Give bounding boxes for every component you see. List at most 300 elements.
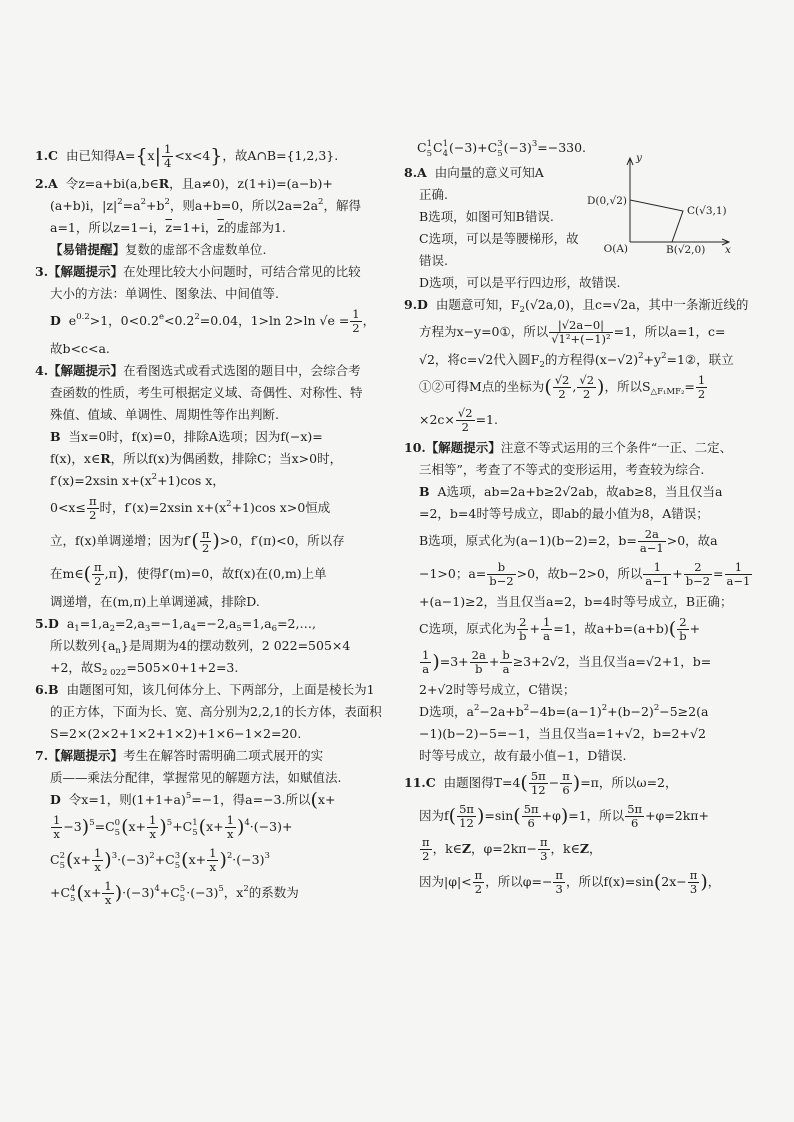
- fraction-denominator: 2: [558, 387, 566, 401]
- fraction-numerator: √2: [579, 373, 595, 387]
- fraction-denominator: 2: [352, 321, 360, 335]
- text-run: +C: [159, 885, 180, 900]
- fraction-numerator: π: [201, 527, 210, 541]
- large-bracket: (: [66, 849, 74, 871]
- large-bracket: ): [114, 882, 123, 904]
- bold-label: R: [158, 176, 170, 191]
- text-line: [404, 613, 780, 646]
- upper-index: 3: [174, 850, 181, 861]
- large-bracket: ): [432, 651, 440, 673]
- fraction-numerator: 2a: [638, 528, 666, 542]
- subscript: 2: [539, 360, 545, 370]
- text-run: =1,a: [79, 616, 110, 631]
- subscript: n: [115, 646, 121, 656]
- superscript: 2: [226, 499, 232, 509]
- large-bracket: (: [76, 882, 84, 904]
- upper-index: 5: [179, 883, 186, 894]
- text-line: [35, 767, 401, 789]
- text-run: =1,a: [241, 616, 272, 631]
- index-stack: [497, 139, 502, 159]
- text-run: 令z=a+bi(a,b∈: [57, 176, 159, 191]
- text-run: 的系数为: [248, 885, 299, 900]
- superscript: 2: [194, 312, 200, 322]
- overlined-symbol: $\overline{z}$: [217, 220, 224, 235]
- large-bracket: ): [597, 376, 605, 398]
- large-bracket: (: [668, 618, 677, 640]
- fraction-numerator: 1: [697, 373, 706, 387]
- text-run: B选项，原式化为(a−1)(b−2)=2，b=: [419, 533, 637, 548]
- text-run: 在处理比较大小问题时，可结合常见的比较: [123, 264, 361, 279]
- text-run: ，所以φ=−: [485, 874, 553, 889]
- text-run: (a+b)i，|z|: [50, 198, 118, 213]
- text-run: ·(−3): [232, 852, 265, 867]
- subscript: 2: [519, 305, 525, 315]
- fraction-numerator: π: [555, 868, 563, 882]
- text-run: 时，f′(x)=2xsin x+(x: [99, 500, 227, 515]
- text-run: 0<x≤: [50, 500, 86, 515]
- text-run: x+: [128, 819, 147, 834]
- text-run: =−330.: [537, 140, 587, 155]
- fraction-denominator: b: [679, 629, 687, 643]
- text-run: 由题图得T=4: [435, 775, 521, 790]
- text-run: ，: [588, 841, 602, 856]
- fraction: [420, 836, 432, 863]
- index-stack: [180, 884, 185, 904]
- text-run: ，且a≠0)，z(1+i)=(a−b)+: [169, 176, 333, 191]
- index-stack: [115, 818, 120, 838]
- text-run: +φ: [541, 808, 561, 823]
- text-line: [35, 811, 401, 844]
- text-run: −: [548, 775, 560, 790]
- text-line: [35, 492, 401, 525]
- fraction-numerator: 5π: [627, 802, 643, 816]
- fraction: [350, 308, 361, 335]
- text-line: [35, 701, 401, 723]
- fraction: [553, 869, 565, 896]
- fraction: [487, 561, 515, 588]
- text-run: C: [50, 852, 60, 867]
- text-run: =505×0+1+2=3.: [126, 660, 239, 675]
- bold-label: D: [50, 313, 61, 328]
- lower-index: 5: [426, 148, 432, 159]
- text-run: 令x=1，则(1+1+a): [60, 792, 186, 807]
- text-line: [35, 635, 401, 657]
- superscript: 4: [154, 884, 160, 894]
- large-bracket: ): [572, 772, 581, 794]
- text-run: 在看图选式或看式选图的题目中，会综合考: [123, 363, 361, 378]
- text-run: f′(x)=2xsin x+(x: [50, 473, 152, 488]
- fraction-numerator: 1: [53, 813, 61, 827]
- fraction: [560, 770, 572, 797]
- text-run: ①②可得M点的坐标为: [419, 379, 545, 394]
- text-line: [404, 701, 780, 723]
- superscript: 3: [531, 139, 538, 149]
- large-bracket: (: [191, 530, 199, 552]
- superscript: 5: [89, 818, 95, 828]
- fraction: [688, 869, 700, 896]
- text-run: D选项，a: [419, 704, 474, 719]
- text-line: [404, 558, 780, 591]
- fraction-numerator: π: [539, 835, 548, 849]
- upper-index: 1: [442, 138, 448, 149]
- lower-index: 5: [497, 148, 503, 159]
- text-run: A选项，ab=2a+b≥2√2ab，故ab≥8，当且仅当a: [429, 484, 723, 499]
- text-run: a: [58, 616, 75, 631]
- fraction-denominator: x: [149, 827, 156, 841]
- text-line: [35, 426, 401, 448]
- fraction: [549, 319, 612, 346]
- text-run: ≥3+2√2，当且仅当a=√2+1，b=: [512, 654, 712, 669]
- text-run: =1，所以: [568, 808, 625, 823]
- fraction: [457, 803, 476, 830]
- text-run: 正确.: [419, 187, 448, 202]
- fraction-denominator: b−2: [489, 574, 514, 588]
- bold-label: 9.D: [404, 297, 428, 312]
- text-run: ,π: [104, 566, 117, 581]
- large-bracket: (: [448, 805, 457, 827]
- superscript: 5: [185, 791, 192, 801]
- text-run: +: [529, 621, 540, 636]
- text-run: −2a+b: [479, 704, 524, 719]
- fraction: [625, 803, 644, 830]
- text-run: ，故A∩B={1,2,3}.: [222, 148, 339, 163]
- text-run: =0.04，1>ln 2>ln √e =: [199, 313, 350, 328]
- fraction-denominator: a: [543, 629, 551, 643]
- fraction: [87, 495, 99, 522]
- fraction-denominator: 2: [422, 849, 430, 863]
- fraction-denominator: a: [502, 662, 510, 676]
- left-column: [35, 140, 401, 910]
- text-run: +: [672, 566, 683, 581]
- lower-index: 5: [192, 827, 198, 838]
- subscript: 4: [190, 624, 197, 634]
- text-run: 的虚部为1.: [223, 220, 286, 235]
- text-run: 错误.: [419, 253, 448, 268]
- fraction-denominator: a: [422, 662, 430, 676]
- text-run: e: [60, 313, 77, 328]
- text-run: 2x−: [661, 874, 687, 889]
- text-run: (−3): [503, 140, 532, 155]
- text-line: [35, 448, 401, 470]
- fraction-denominator: 3: [689, 882, 698, 896]
- text-run: ，所以f(x)=sin: [565, 874, 654, 889]
- text-run: 调递增，在(m,π)上单调递减，排除D.: [50, 594, 260, 609]
- bold-label: R: [100, 451, 111, 466]
- superscript: 2: [653, 703, 660, 713]
- fraction-numerator: 5π: [459, 802, 474, 816]
- large-bracket: (: [121, 816, 129, 838]
- text-run: =3+: [439, 654, 469, 669]
- quadrilateral-figure: [565, 152, 745, 260]
- text-line: [35, 140, 401, 173]
- text-run: 的方程得(x−√2): [544, 352, 639, 367]
- text-line: [35, 613, 401, 635]
- bold-label: B: [419, 484, 430, 499]
- fraction-denominator: x: [53, 827, 60, 841]
- superscript: 2: [473, 703, 480, 713]
- fraction-denominator: 12: [459, 816, 474, 830]
- text-run: +1)cos x，: [157, 473, 225, 488]
- superscript: 2: [151, 472, 158, 482]
- fraction: [538, 836, 550, 863]
- text-line: [404, 800, 780, 833]
- fraction-numerator: 1: [164, 142, 172, 156]
- text-run: ×2c×: [419, 412, 455, 427]
- text-run: ，则a+b=0，所以2a=2a: [169, 198, 319, 213]
- text-run: 由已知得A=: [58, 148, 136, 163]
- text-run: −1)(b−2)−5=−1，当且仅当a=1+√2，b=2+√2: [419, 726, 706, 741]
- large-bracket: |: [154, 145, 162, 167]
- fraction: [200, 528, 212, 555]
- text-run: −3: [63, 819, 82, 834]
- text-run: =−2,a: [196, 616, 237, 631]
- solution-item: [35, 140, 401, 173]
- large-bracket: (: [520, 772, 528, 794]
- text-run: 立，f(x)单调递增；因为f′: [50, 533, 192, 548]
- bold-label: Z: [461, 841, 472, 856]
- large-bracket: ): [159, 816, 167, 838]
- fraction-numerator: 2: [677, 616, 688, 630]
- superscript: 4: [244, 818, 250, 828]
- quadrilateral-edges: [630, 200, 683, 242]
- superscript: 2: [140, 197, 146, 207]
- text-run: 考生在解答时需明确二项式展开的实: [123, 748, 324, 763]
- fraction: [517, 616, 528, 643]
- text-line: [404, 745, 780, 767]
- bold-label: 8.A: [404, 165, 427, 180]
- point-d-label: D(0,√2): [586, 195, 627, 207]
- bold-label: 11.C: [404, 775, 436, 790]
- text-run: ，解得: [323, 198, 361, 213]
- text-run: 所以数列{a: [50, 638, 116, 653]
- superscript: 5: [218, 884, 224, 894]
- fraction-numerator: π: [94, 560, 102, 574]
- large-bracket: ): [476, 805, 485, 827]
- fraction-numerator: π: [88, 494, 97, 508]
- text-run: 方程为x−y=0①，所以: [419, 324, 549, 339]
- superscript: e: [158, 312, 164, 322]
- text-run: =: [713, 566, 724, 581]
- fraction-denominator: x: [104, 893, 112, 907]
- fraction-numerator: π: [422, 835, 430, 849]
- fraction-numerator: 1: [104, 879, 112, 893]
- text-run: +b: [145, 198, 165, 213]
- text-run: ，使得f′(m)=0，故f(x)在(0,m)上单: [124, 566, 327, 581]
- fraction-denominator: 2: [697, 387, 706, 401]
- text-run: f(x)，x∈: [50, 451, 101, 466]
- text-line: [404, 591, 780, 613]
- text-line: [404, 404, 780, 437]
- text-line: [35, 382, 401, 404]
- text-run: ·(−3): [186, 885, 219, 900]
- text-run: ,: [572, 379, 577, 394]
- fraction: [225, 814, 236, 841]
- fraction: [677, 616, 688, 643]
- fraction-denominator: x: [94, 860, 101, 874]
- fraction-denominator: 6: [527, 816, 535, 830]
- superscript: 3: [264, 851, 270, 861]
- text-run: +2，故S: [50, 660, 102, 675]
- text-run: C选项，可以是等腰梯形，故: [419, 231, 579, 246]
- text-run: +(a−1)≥2，当且仅当a=2，b=4时等号成立，B正确；: [419, 594, 733, 609]
- fraction: [529, 770, 548, 797]
- text-run: 在m∈: [50, 566, 84, 581]
- text-run: C: [417, 140, 427, 155]
- large-bracket: ): [212, 530, 220, 552]
- text-run: x+: [317, 792, 336, 807]
- large-bracket: (: [544, 376, 552, 398]
- text-run: >0，故b−2>0，所以: [516, 566, 643, 581]
- bold-label: 2.A: [35, 176, 58, 191]
- fraction: [684, 561, 712, 588]
- text-run: −4b=(a−1): [529, 704, 602, 719]
- fraction-denominator: b: [519, 629, 527, 643]
- index-stack: [70, 884, 75, 904]
- index-stack: [443, 139, 448, 159]
- large-bracket: (: [310, 789, 318, 811]
- lower-index: 5: [59, 860, 65, 871]
- text-line: [35, 239, 401, 261]
- text-run: 由题图可知，该几何体分上、下两部分，上面是棱长为1: [58, 682, 375, 697]
- fraction: [553, 374, 572, 401]
- text-run: ，k∈: [432, 841, 462, 856]
- text-line: [35, 789, 401, 811]
- text-run: >0，f′(π)<0，所以存: [219, 533, 345, 548]
- fraction-numerator: √2: [457, 406, 473, 420]
- text-line: [35, 283, 401, 305]
- solution-item: [404, 294, 780, 437]
- superscript: 0.2: [76, 312, 90, 322]
- text-run: −1>0；a=: [419, 566, 487, 581]
- text-run: S=2×(2×2+1×2+1×2)+1×6−1×2=20.: [50, 726, 302, 741]
- origin-label: O(A): [603, 243, 628, 255]
- fraction-denominator: a−1: [639, 541, 664, 555]
- text-run: ，: [362, 313, 376, 328]
- text-run: =−1，得a=−3.所以: [191, 792, 311, 807]
- text-run: +: [689, 621, 701, 636]
- text-run: +1)cos x>0恒成: [231, 500, 331, 515]
- fraction-numerator: 1: [149, 813, 157, 827]
- text-run: =C: [94, 819, 115, 834]
- solution-item: [35, 613, 401, 679]
- text-line: [35, 470, 401, 492]
- text-run: C选项，原式化为: [419, 621, 517, 636]
- index-stack: [175, 851, 180, 871]
- large-bracket: ): [560, 805, 569, 827]
- text-run: ，所以S: [604, 379, 651, 394]
- text-run: =a: [122, 198, 141, 213]
- text-run: 殊值、值域、单调性、周期性等作出判断.: [50, 407, 279, 422]
- text-run: (√2a,0)，且c=√2a，其中一条渐近线的: [524, 297, 749, 312]
- text-line: [35, 404, 401, 426]
- large-bracket: ): [219, 849, 227, 871]
- fraction-numerator: 2: [684, 561, 712, 575]
- text-run: ，所以f(x)为偶函数，排除C；当x>0时，: [110, 451, 343, 466]
- text-line: [404, 459, 780, 481]
- text-line: [35, 558, 401, 591]
- subscript: 2 022: [102, 668, 127, 678]
- text-line: [404, 525, 780, 558]
- text-line: [404, 723, 780, 745]
- fraction: [522, 803, 541, 830]
- upper-index: 3: [497, 138, 503, 149]
- text-run: x: [147, 148, 155, 163]
- solution-item: [35, 173, 401, 261]
- superscript: 2: [164, 197, 170, 207]
- fraction-denominator: 2: [201, 541, 210, 555]
- text-run: ，: [707, 874, 721, 889]
- text-run: 时等号成立，故有最小值−1，D错误.: [419, 748, 627, 763]
- subscript: △F₁MF₂: [650, 387, 685, 397]
- large-bracket: (: [513, 805, 521, 827]
- bold-label: 7.【解题提示】: [35, 748, 124, 763]
- text-line: [35, 723, 401, 745]
- fraction: [420, 649, 431, 676]
- index-stack: [192, 818, 197, 838]
- text-run: =2,…,: [277, 616, 316, 631]
- text-line: [35, 173, 401, 195]
- text-line: [35, 844, 401, 877]
- fraction-denominator: x: [209, 860, 217, 874]
- bold-label: 5.D: [35, 616, 59, 631]
- lower-index: 5: [174, 860, 181, 871]
- text-run: =1，所以a=1，c=: [613, 324, 726, 339]
- overlined-symbol: $\overline{z}$: [165, 220, 172, 235]
- superscript: 2: [661, 351, 667, 361]
- text-run: =: [684, 379, 695, 394]
- index-stack: [60, 851, 65, 871]
- text-run: +(b−2): [607, 704, 654, 719]
- large-bracket: ): [236, 816, 245, 838]
- large-bracket: {: [135, 145, 148, 167]
- lower-index: 4: [442, 148, 448, 159]
- upper-index: 1: [426, 138, 432, 149]
- fraction-numerator: |√2a−0|: [549, 319, 612, 333]
- large-bracket: ): [81, 816, 90, 838]
- text-run: =−1,a: [150, 616, 191, 631]
- superscript: 2: [523, 703, 530, 713]
- text-run: }是周期为4的摆动数列，2 022=505×4: [120, 638, 351, 653]
- fraction: [500, 649, 511, 676]
- fraction: [470, 649, 488, 676]
- text-line: [35, 745, 401, 767]
- text-run: C: [433, 140, 443, 155]
- text-run: (−3)+C: [449, 140, 498, 155]
- fraction: [473, 869, 485, 896]
- text-line: [35, 217, 401, 239]
- text-run: 的正方体，下面为长、宽、高分别为2,2,1的长方体，表面积: [50, 704, 382, 719]
- text-run: 由向量的意义可知A: [426, 165, 544, 180]
- fraction-numerator: π: [562, 769, 570, 783]
- text-run: +: [488, 654, 500, 669]
- x-axis-label: x: [725, 244, 731, 256]
- text-line: [404, 767, 780, 800]
- subscript: 1: [74, 624, 80, 634]
- text-run: +C: [172, 819, 193, 834]
- bold-label: 10.【解题提示】: [404, 440, 501, 455]
- text-run: =1，故a+b=(a+b): [553, 621, 669, 636]
- text-run: x+: [188, 852, 207, 867]
- fraction-numerator: 1: [725, 561, 753, 575]
- bold-label: B: [50, 429, 61, 444]
- text-line: [404, 294, 780, 316]
- superscript: 3: [111, 851, 118, 861]
- text-run: =π，所以ω=2，: [580, 775, 678, 790]
- text-line: [35, 657, 401, 679]
- solution-item: [35, 360, 401, 613]
- large-bracket: (: [181, 849, 189, 871]
- fraction-denominator: a−1: [645, 574, 670, 588]
